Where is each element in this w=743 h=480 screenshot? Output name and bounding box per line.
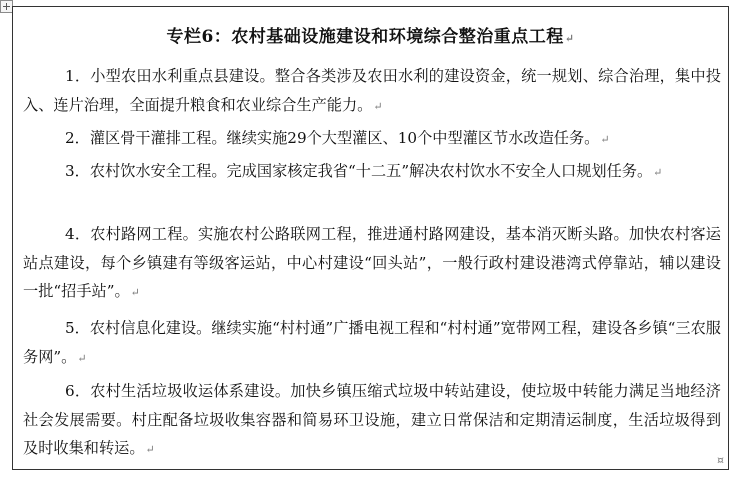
paragraph-1-text: 1．小型农田水利重点县建设。整合各类涉及农田水利的建设资金，统一规划、综合治理，集中投入、连片治理，全面提升粮食和农业综合生产能力。 bbox=[23, 67, 721, 114]
paragraph-mark: ↵ bbox=[564, 32, 575, 45]
paragraph-mark: ↵ bbox=[130, 286, 140, 300]
paragraph-5-text: 5．农村信息化建设。继续实施“村村通”广播电视工程和“村村通”宽带网工程，建设各乡镇“三农服务网”。 bbox=[23, 319, 721, 366]
paragraph-5 bbox=[23, 314, 721, 373]
paragraph-2 bbox=[23, 124, 721, 155]
paragraph-6 bbox=[23, 377, 721, 465]
paragraph-4-text: 4．农村路网工程。实施农村公路联网工程，推进通村路网建设，基本消灭断头路。加快农村客运站点建设，每个乡镇建有等级客运站，中心村建设“回头站”，一般行政村建设港湾式停靠站，辅以建设一批“招手站”。 bbox=[23, 225, 721, 301]
box-title-text: 专栏6：农村基础设施建设和环境综合整治重点工程 bbox=[166, 27, 564, 47]
paragraph-1 bbox=[23, 62, 721, 121]
paragraph-mark: ↵ bbox=[600, 133, 610, 146]
paragraph-mark: ↵ bbox=[77, 351, 87, 365]
paragraph-mark: ↵ bbox=[145, 443, 155, 457]
paragraph-4 bbox=[23, 220, 721, 308]
paragraph-mark: ↵ bbox=[653, 166, 663, 179]
paragraph-6-text: 6．农村生活垃圾收运体系建设。加快乡镇压缩式垃圾中转站建设，使垃圾中转能力满足当地经济社会发展需要。村庄配备垃圾收集容器和简易环卫设施，建立日常保洁和定期清运制度，生活垃圾得到及时收集和转运。 bbox=[23, 382, 721, 458]
paragraph-3 bbox=[23, 157, 721, 188]
paragraph-3-text: 3．农村饮水安全工程。完成国家核定我省“十二五”解决农村饮水不安全人口规划任务。 bbox=[65, 162, 653, 180]
paragraph-mark: ↵ bbox=[373, 99, 383, 113]
box-title bbox=[13, 22, 728, 47]
cell-end-mark: ¤ bbox=[717, 454, 724, 467]
paragraph-2-text: 2．灌区骨干灌排工程。继续实施29个大型灌区、10个中型灌区节水改造任务。 bbox=[65, 129, 600, 147]
text-box bbox=[12, 6, 729, 470]
